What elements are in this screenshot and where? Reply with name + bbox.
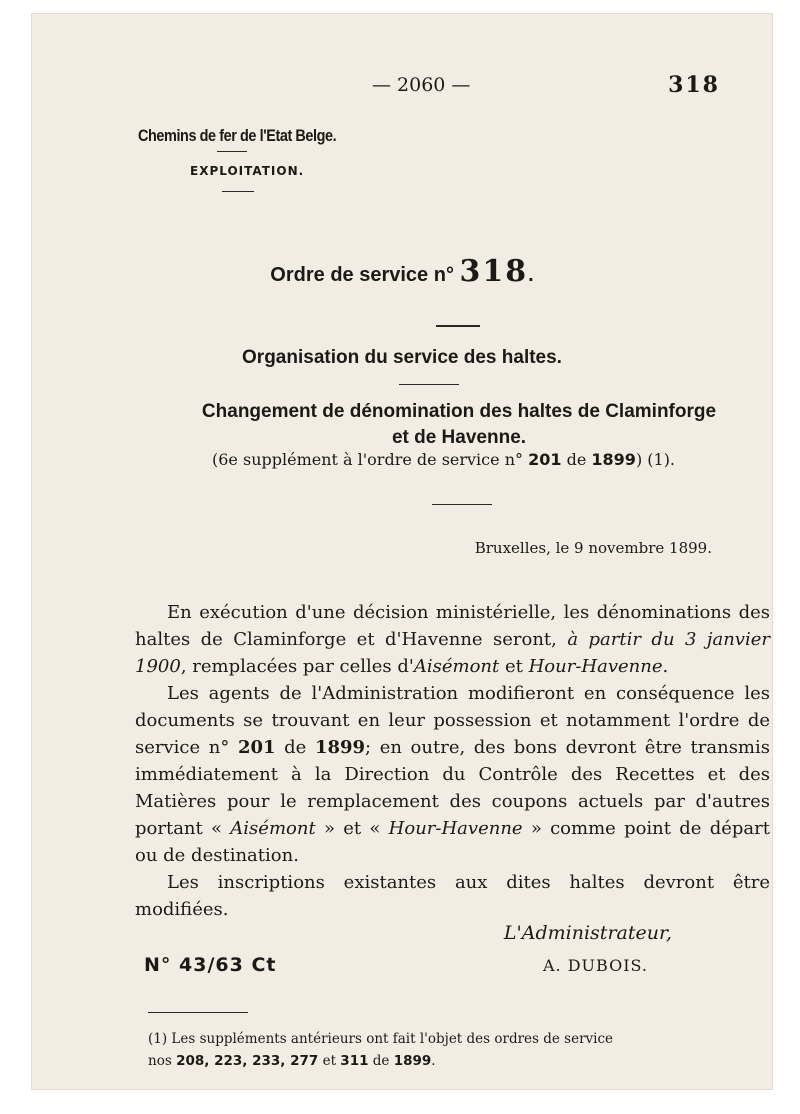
paragraph-1 [135,599,770,680]
para2-aisemont: Aisémont [230,818,316,839]
supplement-number: 201 [528,450,562,469]
para1-e: et [504,656,523,677]
change-heading [136,399,782,451]
footnote-end: . [431,1053,436,1069]
order-label: Ordre de service n° [270,264,454,286]
page-number: — 2060 — [372,74,471,96]
order-number: 318 [459,254,529,289]
para1-c: , remplacées par celles d' [180,656,414,677]
order-suffix: . [528,264,534,286]
divider [217,151,247,152]
order-title [32,254,772,289]
para2-de: de [284,737,307,758]
signature-title: L'Administrateur, [503,922,672,944]
document-page [32,14,772,1089]
supplement-mid: de [566,450,587,469]
supplement-before: (6e supplément à l'ordre de service n° [212,450,523,469]
footnote-text: (1) Les suppléments antérieurs ont fait l'objet des ordres de service [148,1031,614,1047]
place-date: Bruxelles, le 9 novembre 1899. [474,539,712,557]
footnote-de: de [372,1053,390,1069]
para2-f: » comme point de départ ou de destination. [135,818,770,866]
divider [222,191,254,192]
footnote-last: 311 [340,1053,369,1069]
footnote-rule [148,1012,248,1013]
change-line-1: Changement de dénomination des haltes de Claminforge [201,401,717,422]
footnote-prefix: nos [148,1053,172,1069]
para2-number: 201 [237,737,276,758]
para2-year: 1899 [314,737,366,758]
supplement-note [212,450,675,469]
organisation-name: Chemins de fer de l'Etat Belge. [138,126,337,145]
footnote [148,1028,768,1072]
para1-g: . [662,656,669,677]
reference-number: N° 43/63 Ct [144,954,277,976]
change-line-2: et de Havenne. [391,427,527,448]
footnote-et: et [322,1053,336,1069]
para1-aisemont: Aisémont [413,656,500,677]
supplement-after: ) (1). [635,450,676,469]
para2-a: Les agents de l'Administration modifieront en conséquence les documents se trouvant en leur possession et notamment l'ordre de service n° [135,683,770,758]
paragraph-3: Les inscriptions existantes aux dites haltes devront être modifiées. [135,872,770,920]
para2-d: » et « [323,818,381,839]
signature-name: A. DUBOIS. [542,956,648,975]
subject-heading: Organisation du service des haltes. [242,347,562,368]
footnote-numbers: 208, 223, 233, 277 [176,1053,319,1069]
paragraph-2 [135,680,770,869]
para2-hour-havenne: Hour-Havenne [388,818,523,839]
department-name: EXPLOITATION. [190,164,305,178]
divider [432,504,492,505]
footnote-year: 1899 [393,1053,432,1069]
supplement-year: 1899 [591,450,636,469]
divider [399,384,459,385]
para2-b: ; en outre, des bons devront être transmis immédiatement à la Direction du Contrôle des Recettes et des Matières pour le remplacement des coupons actuels par d'autres portant « [135,737,770,839]
para1-a: En exécution d'une décision ministérielle, les dénominations des haltes de Claminforge et d'Havenne seront, [135,602,770,650]
para1-hour-havenne: Hour-Havenne [528,656,663,677]
divider [436,325,480,327]
para1-date: à partir du 3 janvier 1900 [135,629,770,677]
body-text [135,599,770,923]
order-number-header: 318 [668,72,720,98]
